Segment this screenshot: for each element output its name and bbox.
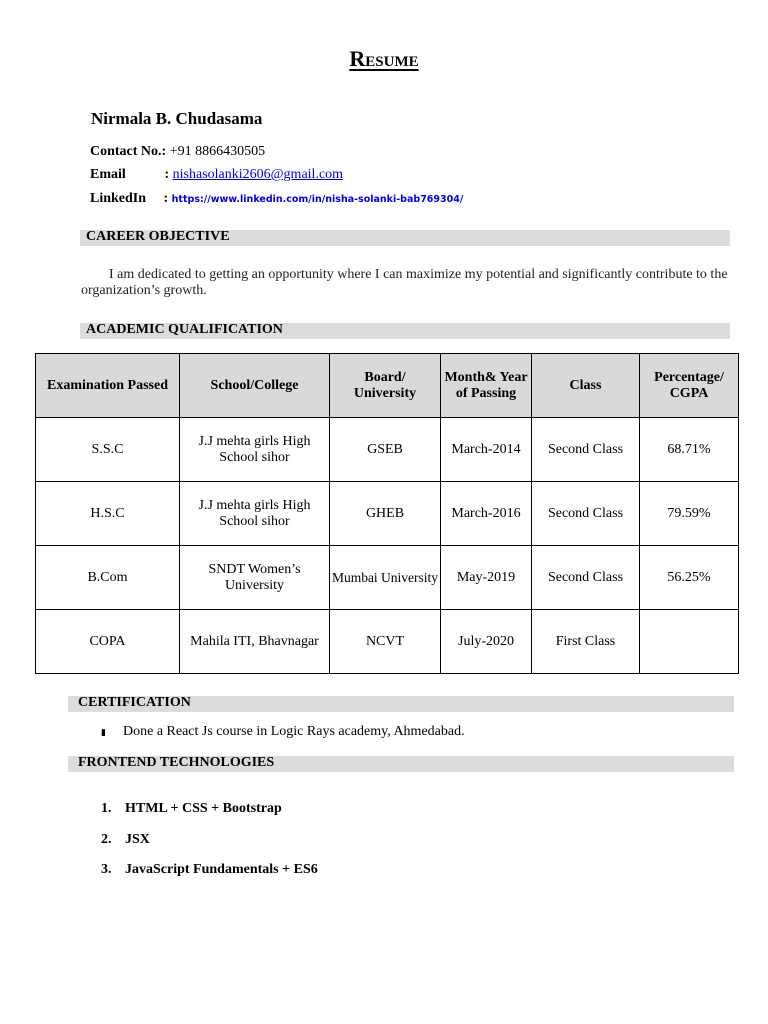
- resume-title: Resume: [349, 46, 419, 71]
- cell-exam: H.S.C: [36, 482, 180, 546]
- email-separator: :: [164, 167, 170, 182]
- list-text: JSX: [125, 832, 150, 847]
- certification-text: Done a React Js course in Logic Rays academy, Ahmedabad.: [123, 724, 465, 739]
- list-item: [101, 832, 150, 848]
- certification-item: [101, 724, 465, 740]
- cell-board: NCVT: [330, 610, 441, 674]
- table-row: [36, 482, 739, 546]
- cell-board: GHEB: [330, 482, 441, 546]
- email-label: Email: [90, 167, 126, 182]
- table-header-row: [36, 354, 739, 418]
- cell-class: Second Class: [532, 482, 640, 546]
- header-school: School/College: [180, 354, 330, 418]
- cell-passing: March-2014: [441, 418, 532, 482]
- header-percentage: Percentage/ CGPA: [640, 354, 739, 418]
- cell-class: Second Class: [532, 546, 640, 610]
- cell-class: Second Class: [532, 418, 640, 482]
- header-examination: Examination Passed: [36, 354, 180, 418]
- objective-text: I am dedicated to getting an opportunity where I can maximize my potential and significantly contribute to the organization’s growth.: [81, 267, 728, 298]
- list-text: HTML + CSS + Bootstrap: [125, 801, 282, 816]
- cell-exam: COPA: [36, 610, 180, 674]
- contact-linkedin-row: [90, 191, 463, 207]
- list-number: 1.: [101, 801, 112, 816]
- cell-exam: S.S.C: [36, 418, 180, 482]
- cell-passing: May-2019: [441, 546, 532, 610]
- list-text: JavaScript Fundamentals + ES6: [125, 862, 318, 877]
- academic-table: [35, 353, 739, 674]
- cell-passing: July-2020: [441, 610, 532, 674]
- cell-percentage: 56.25%: [640, 546, 739, 610]
- bullet-icon: ▮: [101, 728, 106, 738]
- cell-passing: March-2016: [441, 482, 532, 546]
- cell-percentage: [640, 610, 739, 674]
- table-row: [36, 610, 739, 674]
- contact-email-row: [90, 167, 343, 183]
- cell-percentage: 79.59%: [640, 482, 739, 546]
- linkedin-separator: :: [163, 191, 169, 206]
- cell-class: First Class: [532, 610, 640, 674]
- table-row: [36, 546, 739, 610]
- list-item: [101, 801, 282, 817]
- list-number: 2.: [101, 832, 112, 847]
- cell-percentage: 68.71%: [640, 418, 739, 482]
- table-row: [36, 418, 739, 482]
- section-certification: CERTIFICATION: [68, 696, 734, 712]
- candidate-name: Nirmala B. Chudasama: [91, 109, 263, 128]
- linkedin-link[interactable]: https://www.linkedin.com/in/nisha-solanki-bab769304/: [171, 194, 464, 205]
- contact-phone-row: [90, 144, 265, 160]
- list-number: 3.: [101, 862, 112, 877]
- cell-school: SNDT Women’s University: [180, 546, 330, 610]
- cell-school: Mahila ITI, Bhavnagar: [180, 610, 330, 674]
- list-item: [101, 862, 318, 878]
- linkedin-label: LinkedIn: [90, 191, 147, 206]
- email-link[interactable]: nishasolanki2606@gmail.com: [172, 167, 344, 182]
- phone-value: +91 8866430505: [169, 144, 266, 159]
- section-career-objective: CAREER OBJECTIVE: [80, 230, 730, 246]
- cell-school: J.J mehta girls High School sihor: [180, 482, 330, 546]
- header-passing: Month& Year of Passing: [441, 354, 532, 418]
- section-frontend-technologies: FRONTEND TECHNOLOGIES: [68, 756, 734, 772]
- cell-board: GSEB: [330, 418, 441, 482]
- header-board: Board/ University: [330, 354, 441, 418]
- cell-school: J.J mehta girls High School sihor: [180, 418, 330, 482]
- phone-label: Contact No.:: [90, 144, 167, 159]
- header-class: Class: [532, 354, 640, 418]
- cell-exam: B.Com: [36, 546, 180, 610]
- section-academic-qualification: ACADEMIC QUALIFICATION: [80, 323, 730, 339]
- cell-board: Mumbai University: [330, 546, 441, 610]
